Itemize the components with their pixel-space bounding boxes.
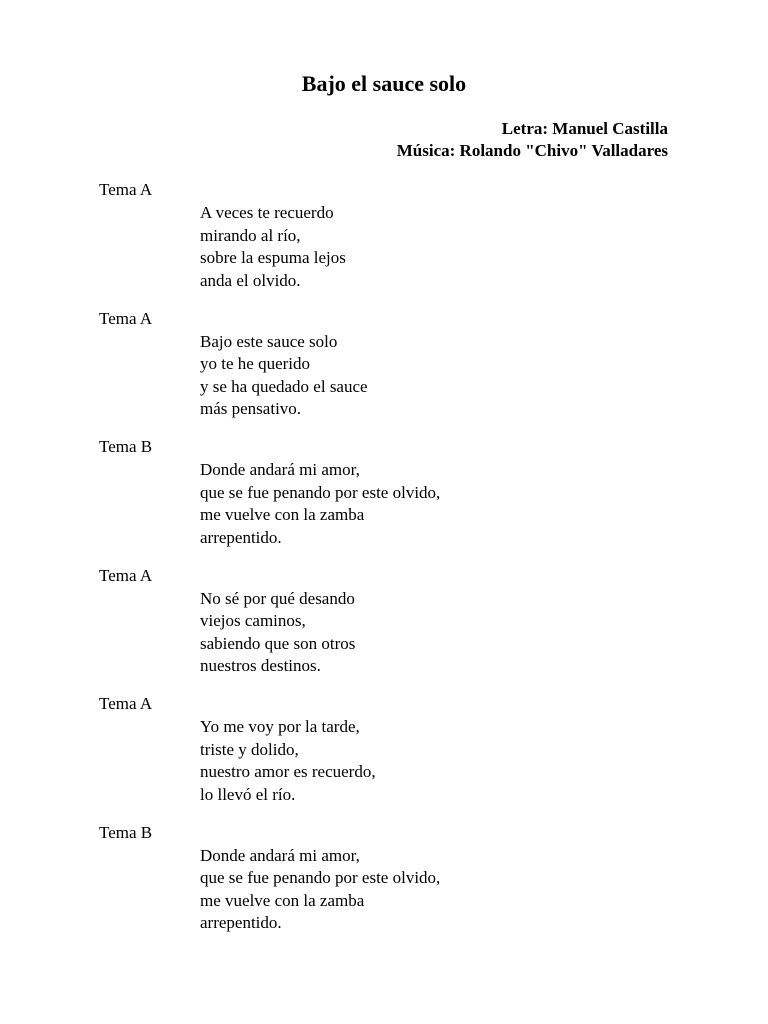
verse-line: que se fue penando por este olvido,: [200, 482, 441, 502]
song-section: [99, 694, 699, 823]
verse-line: que se fue penando por este olvido,: [200, 868, 441, 888]
song-section: [99, 180, 699, 309]
verse-line: Bajo este sauce solo: [200, 331, 338, 351]
credit-lyrics: Letra: Manuel Castilla: [501, 119, 668, 138]
song-section: [99, 823, 699, 952]
verse-line: arrepentido.: [200, 527, 282, 547]
verse: [200, 588, 699, 678]
section-label: Tema B: [99, 437, 153, 456]
song-section: [99, 437, 699, 566]
credit-music: Música: Rolando "Chivo" Valladares: [396, 141, 668, 160]
verse-line: yo te he querido: [200, 354, 310, 374]
verse-line: sabiendo que son otros: [200, 633, 356, 653]
verse-line: nuestros destinos.: [200, 656, 321, 676]
verse-line: me vuelve con la zamba: [200, 505, 365, 525]
verse: [200, 716, 699, 806]
verse-line: nuestro amor es recuerdo,: [200, 762, 376, 782]
verse: [200, 202, 699, 292]
section-label: Tema B: [99, 822, 153, 842]
song-section: [99, 309, 699, 438]
section-label: Tema A: [99, 180, 153, 199]
verse-line: Donde andará mi amor,: [200, 845, 360, 865]
song-section: [99, 566, 699, 695]
page-title: Bajo el sauce solo: [301, 71, 467, 96]
song-sections: [99, 180, 699, 951]
verse-line: lo llevó el río.: [200, 784, 296, 804]
verse-line: Yo me voy por la tarde,: [200, 717, 360, 736]
verse: [200, 459, 699, 549]
verse-line: viejos caminos,: [200, 611, 306, 631]
verse-line: anda el olvido.: [200, 270, 301, 290]
verse-line: mirando al río,: [200, 225, 301, 245]
verse: [200, 845, 699, 935]
verse: [200, 331, 699, 421]
verse-line: me vuelve con la zamba: [200, 890, 365, 910]
section-label: Tema A: [99, 565, 153, 585]
verse-line: y se ha quedado el sauce: [200, 376, 368, 396]
verse-line: arrepentido.: [200, 913, 282, 933]
verse-line: triste y dolido,: [200, 739, 299, 759]
credits: [397, 118, 668, 162]
verse-line: sobre la espuma lejos: [200, 248, 346, 268]
section-label: Tema A: [99, 694, 153, 713]
verse-line: No sé por qué desando: [200, 588, 355, 608]
section-label: Tema A: [99, 308, 153, 328]
verse-line: Donde andará mi amor,: [200, 460, 360, 479]
verse-line: más pensativo.: [200, 399, 302, 419]
verse-line: A veces te recuerdo: [200, 203, 334, 222]
